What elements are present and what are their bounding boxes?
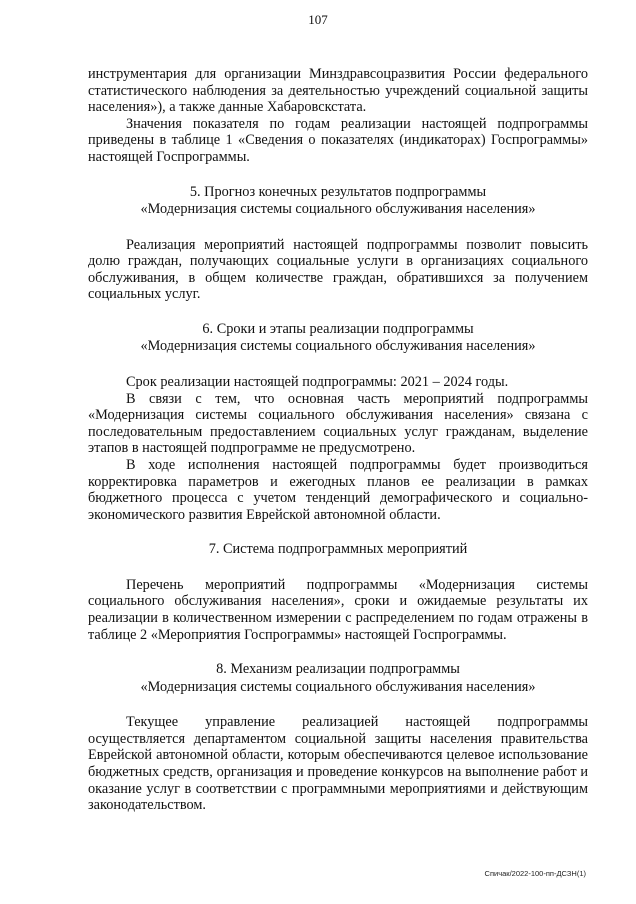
section-6-paragraph-adjustment: В ходе исполнения настоящей подпрограммы будет производиться корректировка параметров и ежегодных планов ее реализации в рамках бюджетного процесса с учетом тенденций демографического и социально-экономического развития Еврейской автономной области. (88, 456, 588, 523)
section-5-paragraph: Реализация мероприятий настоящей подпрограммы позволит повысить долю граждан, получающих социальные услуги в организациях социального обслуживания, в общем количестве граждан, обратившихся за получением социальных услуг. (88, 236, 588, 303)
section-5-title-line1: 5. Прогноз конечных результатов подпрограммы (189, 183, 487, 200)
section-6-title-line1: 6. Сроки и этапы реализации подпрограммы (202, 320, 474, 337)
section-5-title (88, 184, 588, 219)
section-8-title-line2: «Модернизация системы социального обслуживания населения» (140, 678, 536, 695)
section-8-title (88, 661, 588, 696)
section-6-paragraph-stages: В связи с тем, что основная часть мероприятий подпрограммы «Модернизация системы социального обслуживания населения» связана с последовательным предоставлением социальных услуг гражданам, выделение этапов в настоящей подпрограмме не предусмотрено. (88, 390, 588, 457)
section-6-title (88, 321, 588, 356)
page-number: 107 (308, 12, 328, 27)
section-8-paragraph: Текущее управление реализацией настоящей подпрограммы осуществляется департаментом социальной защиты населения правительства Еврейской автономной области, которым обеспечиваются целевое использование бюджетных средств, организация и проведение конкурсов на выполнение работ и оказание услуг в соответствии с программными мероприятиями и действующим законодательством. (88, 714, 588, 814)
section-7-title-line1: 7. Система подпрограммных мероприятий (208, 541, 468, 558)
intro-paragraph-continuation: инструментария для организации Минздравсоцразвития России федерального статистического наблюдения за деятельностью учреждений социальной защиты населения»), а также данные Хабаровскстата. (88, 66, 588, 116)
section-7-title (88, 541, 588, 559)
document-body (88, 66, 588, 814)
section-6-paragraph-term: Срок реализации настоящей подпрограммы: 2021 – 2024 годы. (126, 373, 509, 390)
document-code-footer: Спичак/2022-100-пп-ДСЗН(1) (484, 869, 586, 878)
section-6-title-line2: «Модернизация системы социального обслуживания населения» (140, 338, 536, 355)
section-8-title-line1: 8. Механизм реализации подпрограммы (216, 661, 460, 678)
intro-paragraph-values: Значения показателя по годам реализации настоящей подпрограммы приведены в таблице 1 «Сведения о показателях (индикаторах) Госпрограммы» настоящей Госпрограммы. (88, 115, 588, 165)
section-5-title-line2: «Модернизация системы социального обслуживания населения» (140, 201, 536, 218)
section-7-paragraph: Перечень мероприятий подпрограммы «Модернизация системы социального обслуживания населения», сроки и ожидаемые результаты их реализации в количественном измерении с распределением по годам отражены в таблице 2 «Мероприятия Госпрограммы» настоящей Госпрограммы. (88, 576, 588, 643)
